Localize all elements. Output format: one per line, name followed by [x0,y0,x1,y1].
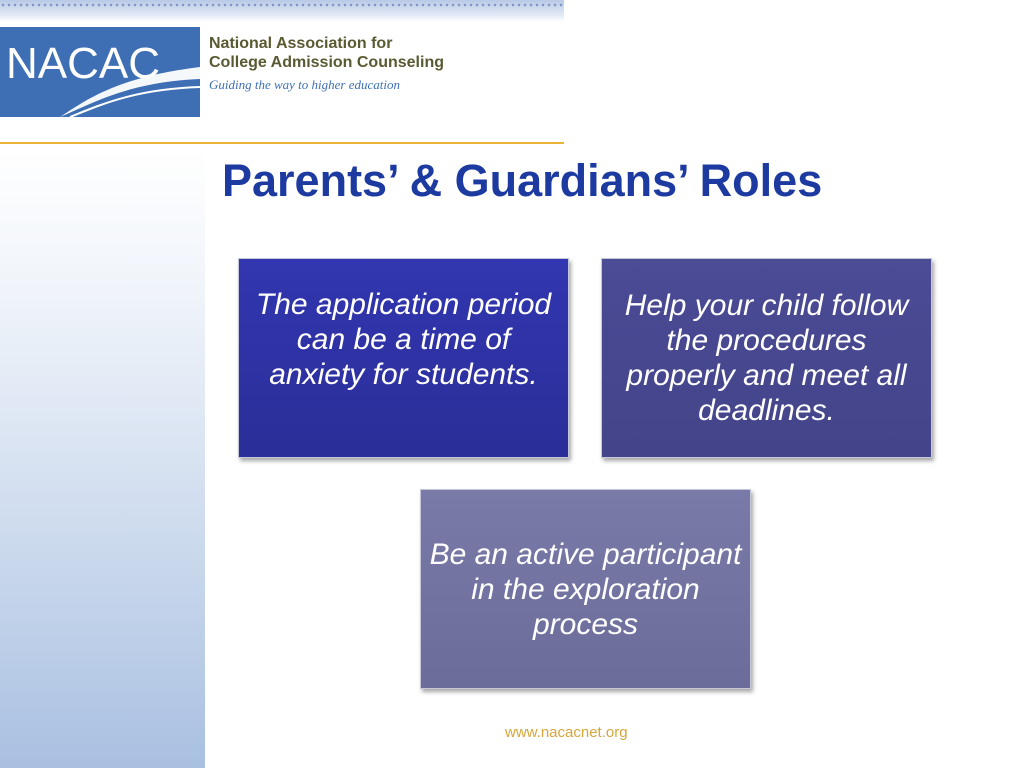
slide-title: Parents’ & Guardians’ Roles [222,155,823,206]
top-decorative-strip [0,0,564,22]
organization-name [209,34,444,72]
role-card-participant [420,489,751,689]
header-divider [0,142,564,144]
side-gradient-panel [0,150,205,768]
tagline: Guiding the way to higher education [209,77,401,92]
nacac-logo [0,27,200,117]
org-name-line-2: College Admission Counseling [209,54,444,71]
role-card-text: The application period can be a time of anxiety for students. [255,288,552,391]
role-card-text: Be an active participant in the exploration process [429,537,742,641]
org-name-line-1: National Association for [209,35,393,52]
role-card-anxiety [238,258,569,458]
logo-text: NACAC [6,39,161,88]
dot-pattern [0,2,564,8]
role-card-text: Help your child follow the procedures properly and meet all deadlines. [624,289,909,427]
footer-url-link[interactable]: www.nacacnet.org [505,724,628,741]
role-card-procedures [601,258,932,458]
